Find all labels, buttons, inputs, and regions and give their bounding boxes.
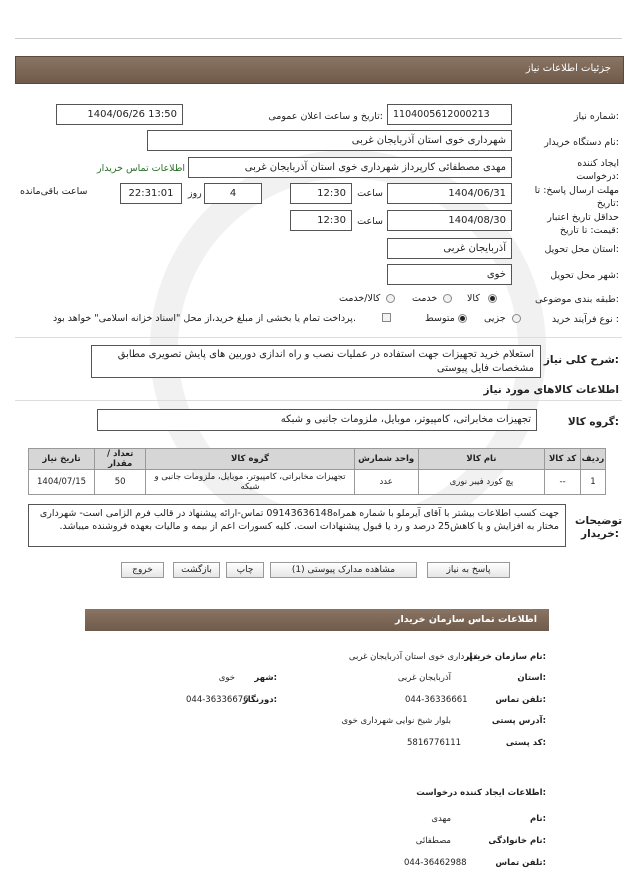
divider-1 (15, 337, 622, 338)
creator-phone-value: 044-36462988 (404, 858, 467, 868)
summary-label: شرح کلی نیاز: (543, 354, 619, 366)
days-label: روز (188, 188, 202, 199)
contact-org-label: نام سازمان خریدار: (464, 652, 546, 662)
cell-row-number: 1 (580, 470, 605, 495)
contact-postal-value: 5816776111 (407, 738, 462, 748)
contact-postal-label: کد پستی: (505, 738, 546, 748)
category-both-label: کالا/خدمت (339, 293, 381, 304)
contact-section-title: اطلاعات تماس سازمان خریدار (394, 614, 537, 625)
page-title: جزئیات اطلاعات نیاز (525, 63, 611, 74)
announce-label: تاریخ و ساعت اعلان عمومی: (268, 111, 383, 122)
deadline-time-field: 12:30 (290, 183, 352, 204)
contact-phone-value: 044-36336661 (405, 695, 468, 705)
validity-date-field: 1404/08/30 (387, 210, 512, 231)
validity-label: حداقل تاریخ اعتبار قیمت: تا تاریخ: (547, 212, 619, 236)
category-goods-radio[interactable] (488, 294, 497, 303)
need-number-field: 1104005612000213 (387, 104, 512, 125)
city-field: خوی (387, 264, 512, 285)
contact-province-value: آذربایجان غربی (397, 673, 451, 683)
creator-last-name-label: نام خانوادگی: (488, 836, 546, 846)
province-field: آذربایجان غربی (387, 238, 512, 259)
city-label: شهر محل تحویل: (550, 270, 619, 281)
contact-fax-value: 044-36336676 (186, 695, 249, 705)
creator-label: ایجاد کننده درخواست: (576, 158, 619, 182)
contact-section-header (85, 609, 549, 631)
buyer-notes-label: توضیحات خریدار: (575, 515, 623, 540)
remaining-field: 22:31:01 (120, 183, 182, 204)
category-both-radio[interactable] (386, 294, 395, 303)
reply-button[interactable]: پاسخ به نیاز (427, 562, 510, 578)
page-header (15, 56, 624, 84)
attachments-button[interactable]: مشاهده مدارک پیوستی (1) (270, 562, 417, 578)
contact-org-value: شهرداری خوی استان آذربایجان غربی (348, 652, 480, 662)
deadline-date-field: 1404/06/31 (387, 183, 512, 204)
cell-qty: 50 (95, 470, 146, 495)
header-date: تاریخ نیاز (29, 449, 95, 470)
goods-table-header (29, 449, 606, 470)
creator-phone-label: تلفن تماس: (495, 858, 546, 868)
cell-date: 1404/07/15 (29, 470, 95, 495)
goods-group-label: گروه کالا: (567, 416, 619, 428)
goods-group-field: تجهیزات مخابراتی، کامپیوتر، موبایل، ملزومات جانبی و شبکه (97, 409, 537, 431)
days-field: 4 (204, 183, 262, 204)
buyer-label: نام دستگاه خریدار: (544, 137, 619, 148)
top-divider (15, 38, 622, 39)
contact-city-value: خوی (218, 673, 235, 683)
treasury-payment-note: پرداخت تمام یا بخشی از مبلغ خرید،از محل "اسناد خزانه اسلامی" خواهد بود. (53, 313, 356, 324)
buyer-notes-box: جهت کسب اطلاعات بیشتر با آقای آیرملو با شماره همراه09143636148 تماس-ارائه پیشنهاد در قالب فرم الزامی است- شهرداری مختار به افزایش و یا کاهش25 درصد و رد یا قبول پیشنهادات است. کلیه کسورات اعم از بیمه و مالیات بعهده فروشنده میباشد. (28, 504, 566, 547)
creator-first-name-label: نام: (529, 814, 546, 824)
buyer-contact-link[interactable]: اطلاعات تماس خریدار (97, 163, 186, 174)
need-number-label: شماره نیاز: (573, 111, 619, 122)
cell-group: تجهیزات مخابراتی، کامپیوتر، موبایل، ملزومات جانبی و شبکه (146, 470, 354, 495)
contact-phone-label: تلفن تماس: (495, 695, 546, 705)
header-name: نام کالا (418, 449, 545, 470)
cell-unit: عدد (354, 470, 418, 495)
announce-field: 1404/06/26 13:50 (56, 104, 183, 125)
creator-field: مهدی مصطفائی کارپرداز شهرداری خوی استان آذربایجان غربی (188, 157, 512, 178)
exit-button[interactable]: خروج (121, 562, 164, 578)
print-button[interactable]: چاپ (226, 562, 264, 578)
creator-first-name-value: مهدی (431, 814, 451, 824)
header-row-number: ردیف (580, 449, 605, 470)
divider-2 (15, 400, 622, 401)
contact-fax-label: دورنگار: (242, 695, 277, 705)
header-group: گروه کالا (146, 449, 354, 470)
deadline-time-label: ساعت (357, 188, 383, 199)
deadline-label: مهلت ارسال پاسخ: تا تاریخ: (534, 185, 619, 209)
process-medium-label: متوسط (425, 313, 455, 324)
process-label: نوع فرآیند خرید : (551, 314, 619, 325)
treasury-payment-checkbox[interactable] (382, 313, 391, 322)
category-service-label: خدمت (412, 293, 438, 304)
province-label: استان محل تحویل: (544, 244, 619, 255)
summary-box: استعلام خرید تجهیزات جهت استفاده در عملیات نصب و راه اندازی دوربین های پایش تصویری مطابق مشخصات فایل پیوستی (91, 345, 541, 378)
validity-time-field: 12:30 (290, 210, 352, 231)
creator-last-name-value: مصطفائی (415, 836, 451, 846)
category-label: طبقه بندی موضوعی: (534, 294, 619, 305)
contact-address-label: آدرس پستی: (491, 716, 546, 726)
table-row (29, 470, 606, 495)
process-partial-radio[interactable] (512, 314, 521, 323)
process-partial-label: جزیی (484, 313, 506, 324)
category-goods-label: کالا (467, 293, 480, 304)
validity-time-label: ساعت (357, 216, 383, 227)
goods-table (28, 448, 606, 495)
header-unit: واحد شمارش (354, 449, 418, 470)
header-code: کد کالا (545, 449, 581, 470)
goods-info-title: اطلاعات کالاهای مورد نیاز (483, 384, 619, 396)
remaining-label: ساعت باقی‌مانده (20, 186, 88, 197)
creator-info-title: اطلاعات ایجاد کننده درخواست: (416, 788, 546, 798)
process-medium-radio[interactable] (458, 314, 467, 323)
header-qty: تعداد / مقدار (95, 449, 146, 470)
cell-name: پچ کورد فیبر نوری (418, 470, 545, 495)
cell-code: -- (545, 470, 581, 495)
contact-province-label: استان: (517, 673, 546, 683)
contact-address-value: بلوار شیخ نوایی شهرداری خوی (341, 716, 451, 726)
buyer-field: شهرداری خوی استان آذربایجان غربی (147, 130, 512, 151)
category-service-radio[interactable] (443, 294, 452, 303)
back-button[interactable]: بازگشت (173, 562, 220, 578)
contact-city-label: شهر: (254, 673, 277, 683)
